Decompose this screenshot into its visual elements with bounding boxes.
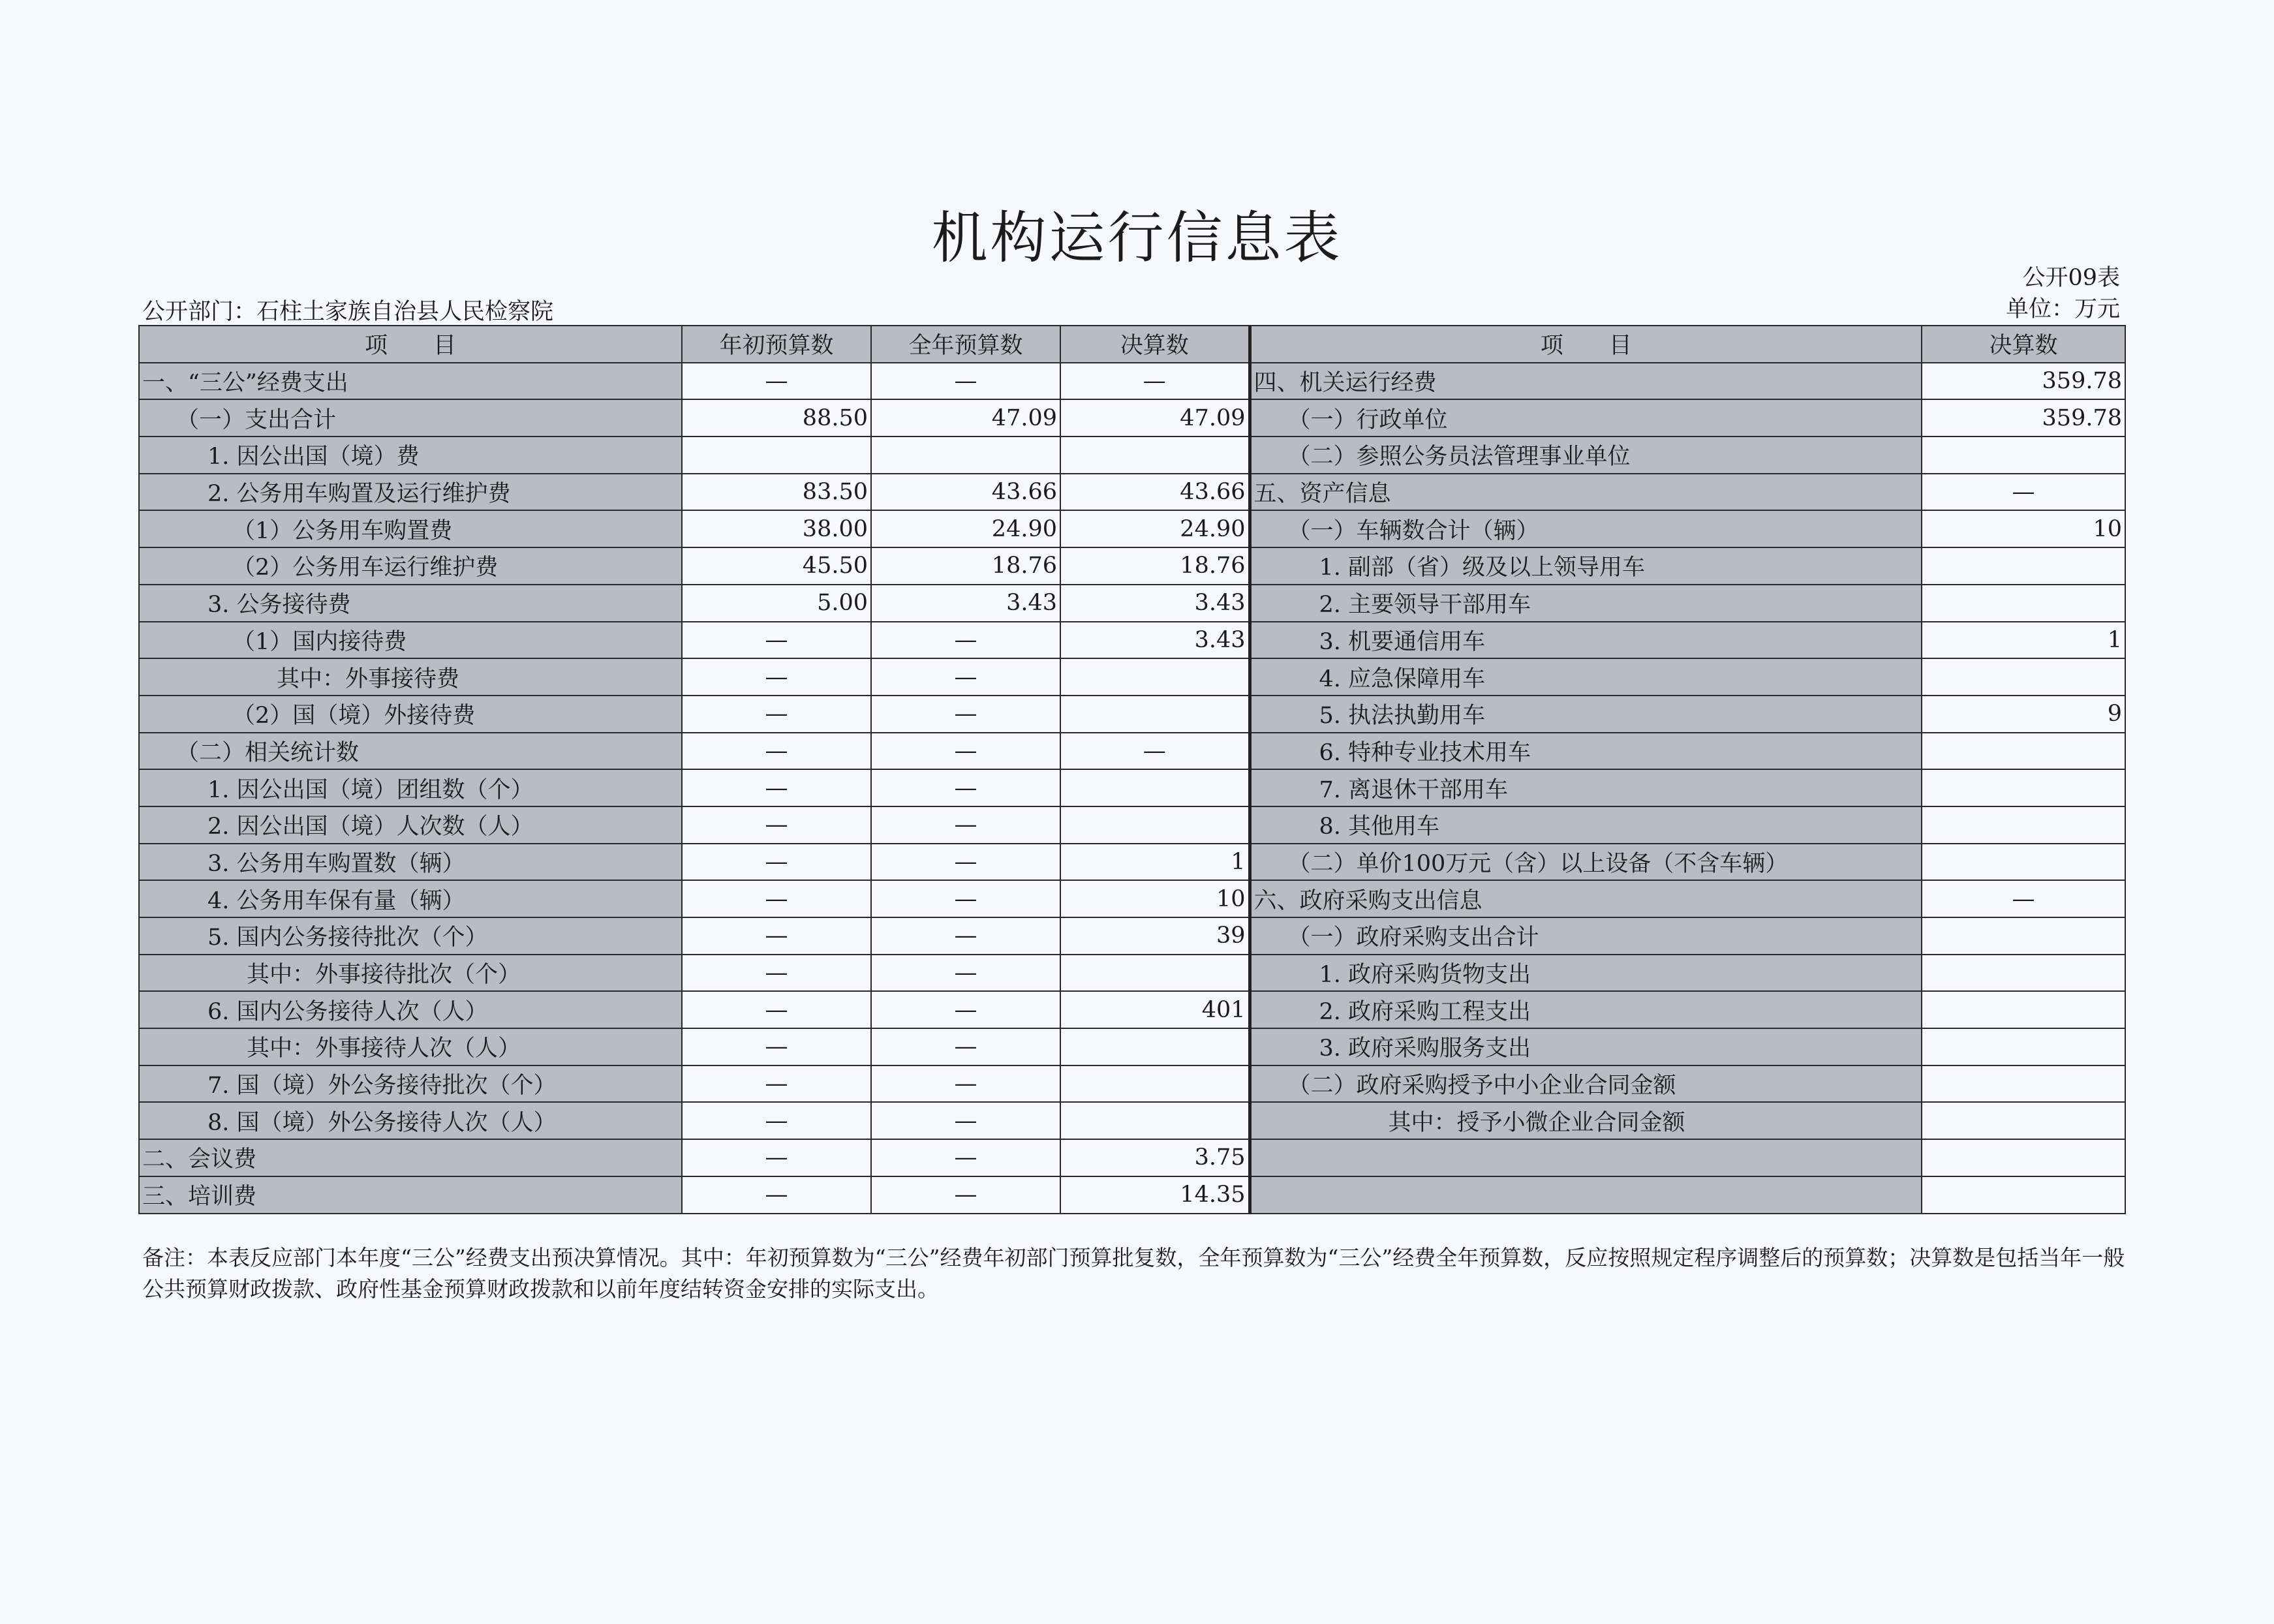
- initial-budget-cell: —: [682, 844, 871, 881]
- right-item-label: 4. 应急保障用车: [1250, 658, 1922, 696]
- right-value-cell: [1922, 1065, 2125, 1103]
- right-item-label: 2. 主要领导干部用车: [1250, 585, 1922, 622]
- table-row: [139, 474, 2125, 511]
- initial-budget-cell: 83.50: [682, 474, 871, 511]
- initial-budget-cell: —: [682, 769, 871, 806]
- right-value-cell: 10: [1922, 510, 2125, 547]
- page-title: 机构运行信息表: [931, 206, 1343, 271]
- table-row: [139, 806, 2125, 844]
- table-row: [139, 880, 2125, 917]
- table-row: [139, 1102, 2125, 1139]
- right-item-label: 1. 政府采购货物支出: [1250, 955, 1922, 992]
- initial-budget-cell: 88.50: [682, 399, 871, 437]
- left-item-label: （1）公务用车购置费: [139, 510, 682, 547]
- initial-budget-cell: —: [682, 1176, 871, 1214]
- table-row: [139, 955, 2125, 992]
- initial-budget-cell: —: [682, 991, 871, 1028]
- annual-budget-cell: 47.09: [871, 399, 1060, 437]
- final-account-cell: [1060, 1102, 1250, 1139]
- annual-budget-cell: 3.43: [871, 585, 1060, 622]
- left-item-label: 二、会议费: [139, 1139, 682, 1176]
- right-value-cell: —: [1922, 880, 2125, 917]
- left-item-label: 其中：外事接待费: [139, 658, 682, 696]
- right-value-cell: 359.78: [1922, 399, 2125, 437]
- table-row: [139, 991, 2125, 1028]
- final-account-cell: [1060, 696, 1250, 733]
- right-item-label: 3. 机要通信用车: [1250, 622, 1922, 659]
- initial-budget-cell: —: [682, 696, 871, 733]
- left-item-label: 2. 公务用车购置及运行维护费: [139, 474, 682, 511]
- left-item-label: 7. 国（境）外公务接待批次（个）: [139, 1065, 682, 1103]
- annual-budget-cell: 43.66: [871, 474, 1060, 511]
- annual-budget-cell: —: [871, 769, 1060, 806]
- right-value-cell: [1922, 917, 2125, 955]
- left-item-label: （2）公务用车运行维护费: [139, 547, 682, 585]
- info-table: [138, 325, 2126, 1214]
- left-item-label: 其中：外事接待人次（人）: [139, 1028, 682, 1065]
- table-row: [139, 363, 2125, 400]
- annual-budget-cell: —: [871, 1028, 1060, 1065]
- right-item-label: 3. 政府采购服务支出: [1250, 1028, 1922, 1065]
- initial-budget-cell: —: [682, 1028, 871, 1065]
- table-row: [139, 437, 2125, 474]
- left-item-label: 三、培训费: [139, 1176, 682, 1214]
- final-account-cell: 18.76: [1060, 547, 1250, 585]
- final-account-cell: [1060, 769, 1250, 806]
- final-account-cell: —: [1060, 363, 1250, 400]
- initial-budget-cell: —: [682, 880, 871, 917]
- initial-budget-cell: —: [682, 622, 871, 659]
- left-item-label: （一）支出合计: [139, 399, 682, 437]
- table-row: [139, 844, 2125, 881]
- initial-budget-cell: —: [682, 955, 871, 992]
- initial-budget-cell: —: [682, 658, 871, 696]
- initial-budget-cell: —: [682, 1139, 871, 1176]
- final-account-cell: 1: [1060, 844, 1250, 881]
- annual-budget-cell: —: [871, 1139, 1060, 1176]
- final-account-cell: [1060, 658, 1250, 696]
- left-item-label: 3. 公务用车购置数（辆）: [139, 844, 682, 881]
- header-final-account: 决算数: [1060, 326, 1250, 363]
- initial-budget-cell: —: [682, 363, 871, 400]
- table-row: [139, 1139, 2125, 1176]
- annual-budget-cell: —: [871, 733, 1060, 770]
- right-value-cell: [1922, 806, 2125, 844]
- final-account-cell: 14.35: [1060, 1176, 1250, 1214]
- initial-budget-cell: [682, 437, 871, 474]
- final-account-cell: 43.66: [1060, 474, 1250, 511]
- right-value-cell: [1922, 733, 2125, 770]
- final-account-cell: 39: [1060, 917, 1250, 955]
- initial-budget-cell: —: [682, 733, 871, 770]
- department-label: 公开部门：石柱土家族自治县人民检察院: [142, 299, 554, 325]
- table-row: [139, 733, 2125, 770]
- final-account-cell: 401: [1060, 991, 1250, 1028]
- left-item-label: 1. 因公出国（境）费: [139, 437, 682, 474]
- annual-budget-cell: —: [871, 955, 1060, 992]
- left-item-label: 6. 国内公务接待人次（人）: [139, 991, 682, 1028]
- right-item-label: 1. 副部（省）级及以上领导用车: [1250, 547, 1922, 585]
- right-value-cell: [1922, 769, 2125, 806]
- initial-budget-cell: —: [682, 917, 871, 955]
- right-value-cell: [1922, 437, 2125, 474]
- annual-budget-cell: —: [871, 880, 1060, 917]
- right-value-cell: [1922, 1102, 2125, 1139]
- footnote: 备注：本表反应部门本年度“三公”经费支出预决算情况。其中：年初预算数为“三公”经费年初部门预算批复数，全年预算数为“三公”经费全年预算数，反应按照规定程序调整后的预算数；决算数是包括当年一般公共预算财政拨款、政府性基金预算财政拨款和以前年度结转资金安排的实际支出。: [142, 1245, 2125, 1302]
- final-account-cell: 3.43: [1060, 585, 1250, 622]
- initial-budget-cell: —: [682, 806, 871, 844]
- left-item-label: 2. 因公出国（境）人次数（人）: [139, 806, 682, 844]
- right-value-cell: 9: [1922, 696, 2125, 733]
- final-account-cell: [1060, 806, 1250, 844]
- annual-budget-cell: —: [871, 806, 1060, 844]
- left-item-label: 8. 国（境）外公务接待人次（人）: [139, 1102, 682, 1139]
- annual-budget-cell: —: [871, 1176, 1060, 1214]
- form-info: [2006, 262, 2120, 325]
- unit-label: 单位：万元: [2005, 296, 2120, 322]
- right-item-label: （一）政府采购支出合计: [1250, 917, 1922, 955]
- right-item-label: （一）行政单位: [1250, 399, 1922, 437]
- table-row: [139, 1028, 2125, 1065]
- header-annual-budget: 全年预算数: [871, 326, 1060, 363]
- annual-budget-cell: —: [871, 844, 1060, 881]
- left-item-label: 其中：外事接待批次（个）: [139, 955, 682, 992]
- annual-budget-cell: —: [871, 622, 1060, 659]
- right-value-cell: [1922, 1139, 2125, 1176]
- final-account-cell: [1060, 437, 1250, 474]
- annual-budget-cell: —: [871, 1102, 1060, 1139]
- right-item-label: 6. 特种专业技术用车: [1250, 733, 1922, 770]
- initial-budget-cell: 45.50: [682, 547, 871, 585]
- header-row: [139, 326, 2125, 363]
- annual-budget-cell: —: [871, 991, 1060, 1028]
- left-item-label: 5. 国内公务接待批次（个）: [139, 917, 682, 955]
- final-account-cell: 3.43: [1060, 622, 1250, 659]
- right-value-cell: [1922, 991, 2125, 1028]
- annual-budget-cell: 24.90: [871, 510, 1060, 547]
- final-account-cell: 10: [1060, 880, 1250, 917]
- header-right-item: 项 目: [1250, 326, 1922, 363]
- right-value-cell: [1922, 844, 2125, 881]
- right-value-cell: [1922, 955, 2125, 992]
- final-account-cell: [1060, 1028, 1250, 1065]
- table-body: [139, 363, 2125, 1214]
- table-row: [139, 547, 2125, 585]
- annual-budget-cell: —: [871, 363, 1060, 400]
- right-value-cell: [1922, 1176, 2125, 1214]
- left-item-label: （2）国（境）外接待费: [139, 696, 682, 733]
- final-account-cell: [1060, 1065, 1250, 1103]
- table-row: [139, 510, 2125, 547]
- initial-budget-cell: 38.00: [682, 510, 871, 547]
- left-item-label: 一、“三公”经费支出: [139, 363, 682, 400]
- final-account-cell: 3.75: [1060, 1139, 1250, 1176]
- right-value-cell: [1922, 585, 2125, 622]
- table-row: [139, 658, 2125, 696]
- right-item-label: （二）参照公务员法管理事业单位: [1250, 437, 1922, 474]
- right-item-label: 5. 执法执勤用车: [1250, 696, 1922, 733]
- right-item-label: 六、政府采购支出信息: [1250, 880, 1922, 917]
- right-value-cell: —: [1922, 474, 2125, 511]
- final-account-cell: [1060, 955, 1250, 992]
- initial-budget-cell: —: [682, 1102, 871, 1139]
- left-item-label: （1）国内接待费: [139, 622, 682, 659]
- annual-budget-cell: 18.76: [871, 547, 1060, 585]
- left-item-label: 3. 公务接待费: [139, 585, 682, 622]
- table-row: [139, 917, 2125, 955]
- right-item-label: （二）单价100万元（含）以上设备（不含车辆）: [1250, 844, 1922, 881]
- header-left-item: 项 目: [139, 326, 682, 363]
- right-item-label: 7. 离退休干部用车: [1250, 769, 1922, 806]
- table-row: [139, 769, 2125, 806]
- right-item-label: [1250, 1176, 1922, 1214]
- header-right-value: 决算数: [1922, 326, 2125, 363]
- right-item-label: 四、机关运行经费: [1250, 363, 1922, 400]
- right-item-label: 其中：授予小微企业合同金额: [1250, 1102, 1922, 1139]
- right-item-label: （二）政府采购授予中小企业合同金额: [1250, 1065, 1922, 1103]
- right-value-cell: [1922, 1028, 2125, 1065]
- annual-budget-cell: —: [871, 696, 1060, 733]
- table-row: [139, 1176, 2125, 1214]
- header-initial-budget: 年初预算数: [682, 326, 871, 363]
- right-item-label: 8. 其他用车: [1250, 806, 1922, 844]
- table-row: [139, 696, 2125, 733]
- right-item-label: [1250, 1139, 1922, 1176]
- right-item-label: 2. 政府采购工程支出: [1250, 991, 1922, 1028]
- form-number: 公开09表: [2022, 265, 2120, 291]
- right-value-cell: [1922, 547, 2125, 585]
- initial-budget-cell: 5.00: [682, 585, 871, 622]
- left-item-label: （二）相关统计数: [139, 733, 682, 770]
- table-row: [139, 399, 2125, 437]
- right-value-cell: [1922, 658, 2125, 696]
- initial-budget-cell: —: [682, 1065, 871, 1103]
- right-item-label: （一）车辆数合计（辆）: [1250, 510, 1922, 547]
- final-account-cell: 24.90: [1060, 510, 1250, 547]
- final-account-cell: —: [1060, 733, 1250, 770]
- annual-budget-cell: —: [871, 658, 1060, 696]
- right-item-label: 五、资产信息: [1250, 474, 1922, 511]
- left-item-label: 4. 公务用车保有量（辆）: [139, 880, 682, 917]
- right-value-cell: 1: [1922, 622, 2125, 659]
- table-row: [139, 622, 2125, 659]
- right-value-cell: 359.78: [1922, 363, 2125, 400]
- left-item-label: 1. 因公出国（境）团组数（个）: [139, 769, 682, 806]
- annual-budget-cell: —: [871, 1065, 1060, 1103]
- annual-budget-cell: —: [871, 917, 1060, 955]
- table-row: [139, 585, 2125, 622]
- table-row: [139, 1065, 2125, 1103]
- annual-budget-cell: [871, 437, 1060, 474]
- final-account-cell: 47.09: [1060, 399, 1250, 437]
